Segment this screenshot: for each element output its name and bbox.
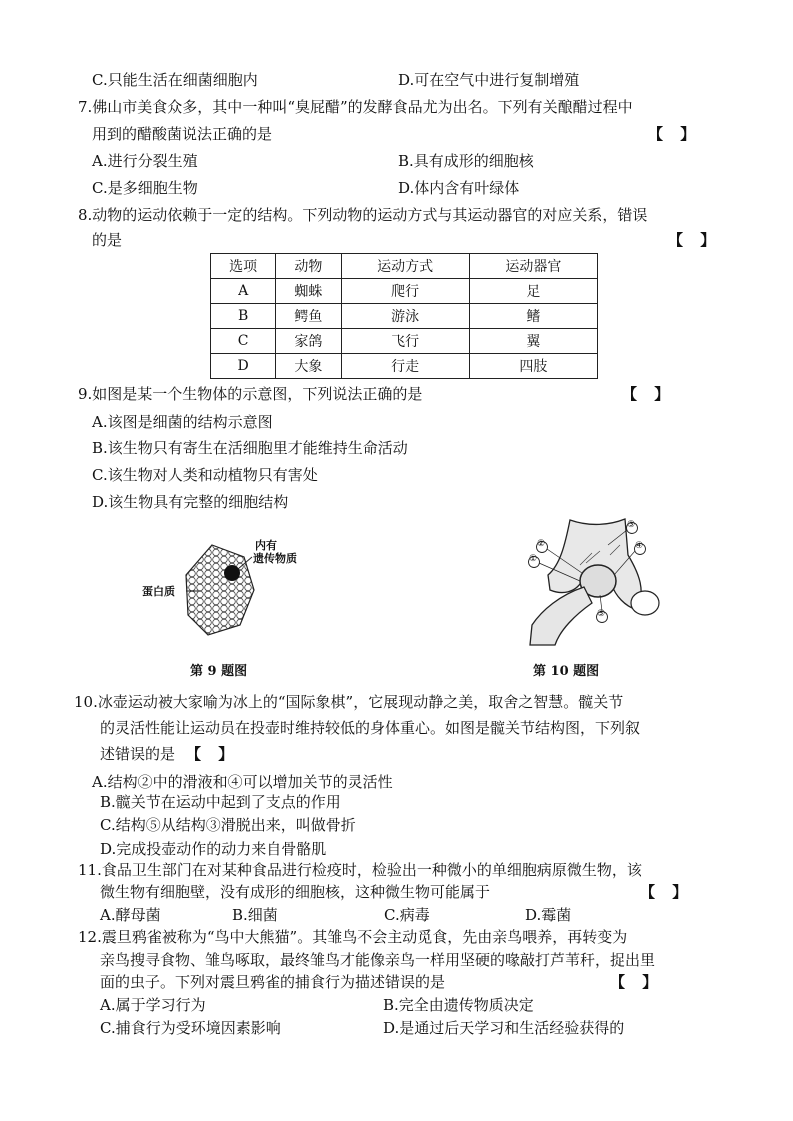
fig10-label-3: ③ xyxy=(627,520,636,530)
q10-stem-line3: 述错误的是 xyxy=(100,745,176,763)
q10-option-a: A.结构②中的滑液和④可以增加关节的灵活性 xyxy=(92,773,393,791)
q12-option-d: D.是通过后天学习和生活经验获得的 xyxy=(383,1019,625,1037)
q11-option-a: A.酵母菌 xyxy=(100,906,161,924)
q8-header-cell: 运动器官 xyxy=(469,254,597,279)
q9-option-c: C.该生物对人类和动植物只有害处 xyxy=(92,466,318,484)
q8-cell: 鳍 xyxy=(469,304,597,329)
q11-option-b: B.细菌 xyxy=(232,906,278,924)
q8-cell: 足 xyxy=(469,279,597,304)
q10-stem-line2: 的灵活性能让运动员在投壶时维持较低的身体重心。如图是髋关节结构图，下列叙 xyxy=(100,719,641,737)
fig9-caption: 第 9 题图 xyxy=(190,664,248,679)
fig10-caption: 第 10 题图 xyxy=(533,664,600,679)
fig10-label-2: ② xyxy=(537,539,546,549)
table-row xyxy=(211,304,598,329)
fig9-label-inner2: 遗传物质 xyxy=(253,552,297,565)
q8-cell: 鳄鱼 xyxy=(276,304,341,329)
q12-stem-line2: 亲鸟搜寻食物、雏鸟啄取，最终雏鸟才能像亲鸟一样用坚硬的喙敲打芦苇秆，捉出里 xyxy=(100,951,656,969)
q8-table-header xyxy=(211,254,598,279)
q8-cell: 爬行 xyxy=(341,279,469,304)
q11-answer-bracket: 【 】 xyxy=(640,883,694,901)
hip-joint-illustration xyxy=(520,515,670,650)
q11-stem-line1: 11.食品卫生部门在对某种食品进行检疫时，检验出一种微小的单细胞病原微生物，该 xyxy=(78,861,642,879)
q8-header-cell: 选项 xyxy=(211,254,276,279)
fig10-label-4: ④ xyxy=(635,541,644,551)
table-row xyxy=(211,354,598,379)
virus-diagram xyxy=(140,535,320,650)
q11-stem-line2: 微生物有细胞壁，没有成形的细胞核，这种微生物可能属于 xyxy=(100,883,491,901)
q8-answer-bracket: 【 】 xyxy=(668,231,722,249)
q8-table xyxy=(210,253,598,379)
fig10-label-1: ① xyxy=(529,554,538,564)
fig10-label-5: ⑤ xyxy=(597,609,606,619)
q11-option-d: D.霉菌 xyxy=(525,906,572,924)
q8-cell: 大象 xyxy=(276,354,341,379)
hip-joint-diagram xyxy=(520,515,670,650)
q7-stem-line1: 7.佛山市美食众多，其中一种叫“臭屁醋”的发酵食品尤为出名。下列有关酿醋过程中 xyxy=(78,98,633,116)
q9-option-b: B.该生物只有寄生在活细胞里才能维持生命活动 xyxy=(92,439,408,457)
q11-option-c: C.病毒 xyxy=(384,906,430,924)
q10-option-d: D.完成投壶动作的动力来自骨骼肌 xyxy=(100,840,327,858)
q8-cell: 飞行 xyxy=(341,329,469,354)
q6-option-c: C.只能生活在细菌细胞内 xyxy=(92,71,258,89)
q8-cell: C xyxy=(211,329,276,354)
table-row xyxy=(211,329,598,354)
fig9-label-protein: 蛋白质 xyxy=(142,585,175,598)
q9-option-d: D.该生物具有完整的细胞结构 xyxy=(92,493,289,511)
q9-stem: 9.如图是某一个生物体的示意图，下列说法正确的是 xyxy=(78,385,423,403)
q8-cell: B xyxy=(211,304,276,329)
q6-option-d: D.可在空气中进行复制增殖 xyxy=(398,71,580,89)
q7-option-b: B.具有成形的细胞核 xyxy=(398,152,534,170)
q12-option-a: A.属于学习行为 xyxy=(100,996,206,1014)
q8-cell: 四肢 xyxy=(469,354,597,379)
q8-cell: 行走 xyxy=(341,354,469,379)
q10-option-c: C.结构⑤从结构③滑脱出来，叫做骨折 xyxy=(100,816,356,834)
table-row xyxy=(211,279,598,304)
q12-stem-line3: 面的虫子。下列对震旦鸦雀的捕食行为描述错误的是 xyxy=(100,973,446,991)
q7-option-a: A.进行分裂生殖 xyxy=(92,152,198,170)
q9-answer-bracket: 【 】 xyxy=(622,385,676,403)
q12-option-b: B.完全由遗传物质决定 xyxy=(383,996,534,1014)
q8-cell: A xyxy=(211,279,276,304)
q12-stem-line1: 12.震旦鸦雀被称为“鸟中大熊猫”。其雏鸟不会主动觅食，先由亲鸟喂养，再转变为 xyxy=(78,928,628,946)
q8-cell: 游泳 xyxy=(341,304,469,329)
q8-cell: 翼 xyxy=(469,329,597,354)
q8-header-cell: 动物 xyxy=(276,254,341,279)
q8-stem-line2: 的是 xyxy=(92,231,123,249)
q10-option-b: B.髋关节在运动中起到了支点的作用 xyxy=(100,793,341,811)
q8-cell: 蜘蛛 xyxy=(276,279,341,304)
q8-stem-line1: 8.动物的运动依赖于一定的结构。下列动物的运动方式与其运动器官的对应关系，错误 xyxy=(78,206,648,224)
q12-option-c: C.捕食行为受环境因素影响 xyxy=(100,1019,281,1037)
q10-stem-line1: 10.冰壶运动被大家喻为冰上的“国际象棋”，它展现动静之美，取舍之智慧。髋关节 xyxy=(74,693,624,711)
q8-cell: 家鸽 xyxy=(276,329,341,354)
fig9-label-inner1: 内有 xyxy=(255,539,277,552)
q8-header-cell: 运动方式 xyxy=(341,254,469,279)
q7-option-d: D.体内含有叶绿体 xyxy=(398,179,520,197)
q8-cell: D xyxy=(211,354,276,379)
q10-answer-bracket: 【 】 xyxy=(186,745,240,763)
q7-answer-bracket: 【 】 xyxy=(648,125,702,143)
q7-stem-line2: 用到的醋酸菌说法正确的是 xyxy=(92,125,273,143)
q9-option-a: A.该图是细菌的结构示意图 xyxy=(92,413,273,431)
q7-option-c: C.是多细胞生物 xyxy=(92,179,198,197)
q12-answer-bracket: 【 】 xyxy=(610,973,664,991)
